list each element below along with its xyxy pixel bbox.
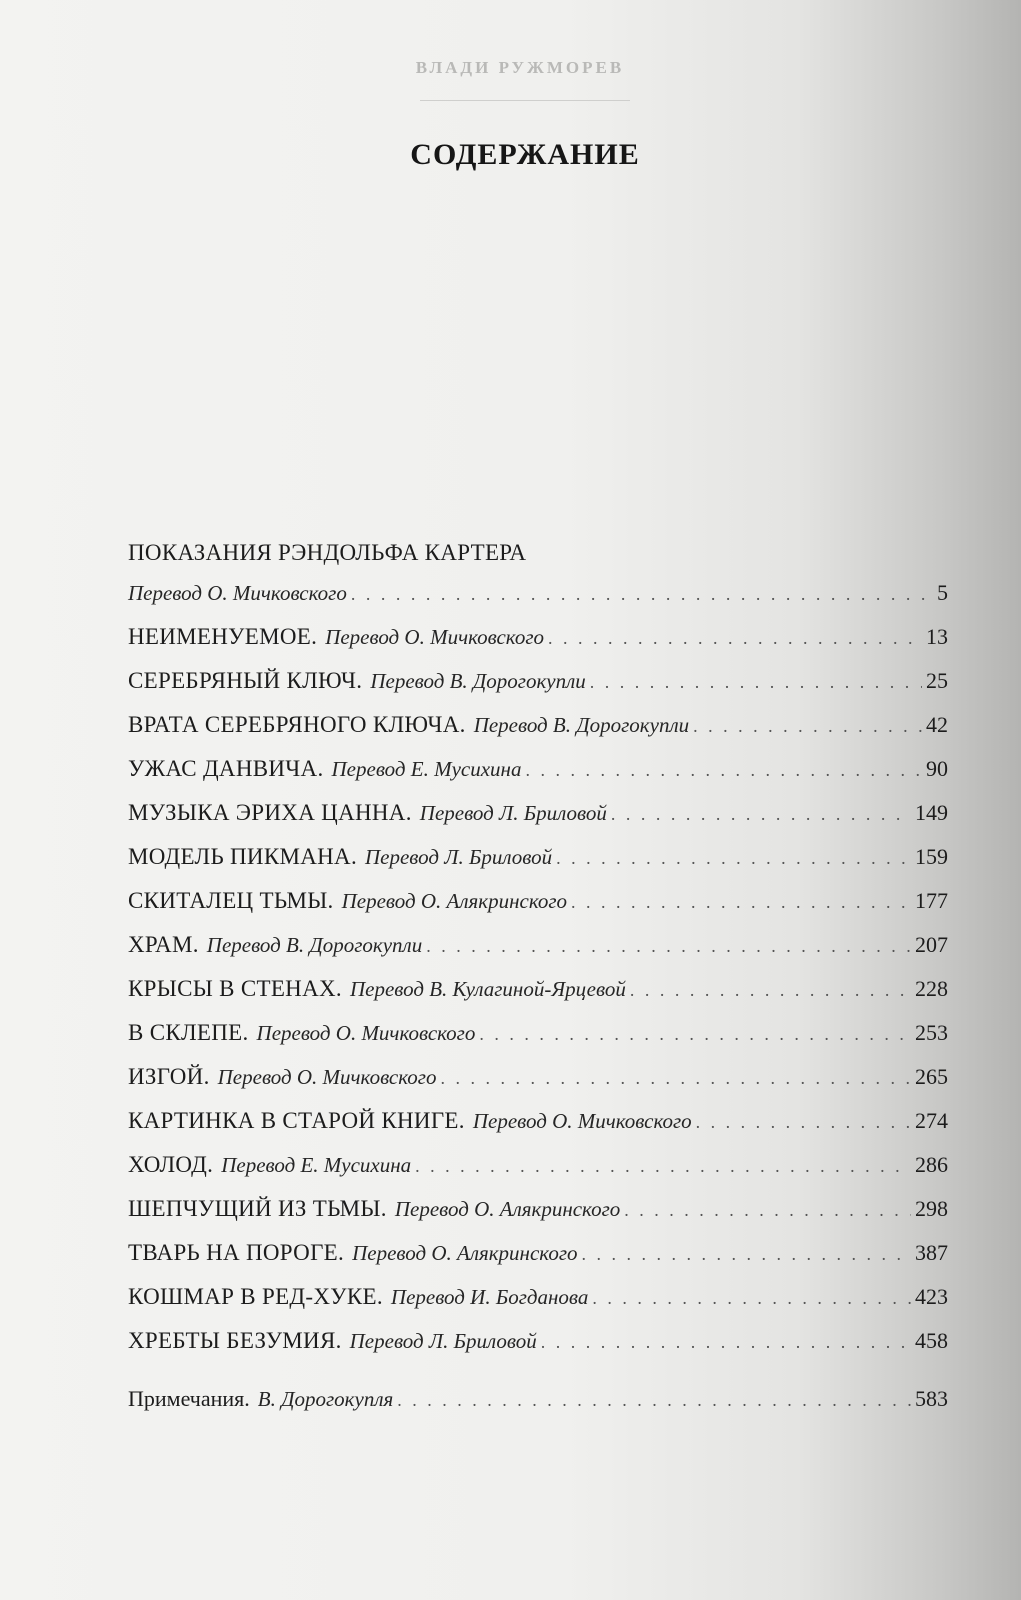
toc-entry (128, 747, 948, 791)
dot-leader (592, 1276, 911, 1320)
toc-entry (128, 1143, 948, 1187)
toc-entry-translator: В. Дорогокупля (257, 1387, 394, 1411)
toc-entry (128, 659, 948, 703)
toc-entry-title: ХОЛОД. (128, 1152, 214, 1177)
toc-entry-title: НЕИМЕНУЕМОЕ. (128, 624, 318, 649)
running-head: ВЛАДИ РУЖМОРЕВ (415, 58, 625, 77)
toc-entry-translator: Перевод О. Алякринского (394, 1197, 621, 1221)
toc-entry-page: 42 (926, 712, 948, 737)
toc-entry-title: СКИТАЛЕЦ ТЬМЫ. (128, 888, 334, 913)
toc-entry-page: 149 (915, 800, 948, 825)
toc-entry-translator: Перевод Е. Мусихина (221, 1153, 412, 1177)
toc-entry (128, 923, 948, 967)
toc-entry (128, 1011, 948, 1055)
toc-entry-translator: Перевод Л. Бриловой (365, 845, 553, 869)
toc-entry-title: МОДЕЛЬ ПИКМАНА. (128, 844, 357, 869)
toc-entry-page: 265 (915, 1064, 948, 1089)
toc-entry-translator: Перевод О. Алякринского (352, 1241, 578, 1265)
toc-entry-page: 5 (937, 580, 948, 605)
toc-entry-page: 228 (915, 976, 948, 1001)
toc-entry-title: СЕРЕБРЯНЫЙ КЛЮЧ. (128, 668, 363, 693)
toc-entry-title: ИЗГОЙ. (128, 1064, 210, 1089)
toc-entry-translator: Перевод Л. Бриловой (419, 801, 607, 825)
header-rule (420, 100, 630, 101)
toc-entry-page: 253 (915, 1020, 948, 1045)
dot-leader (624, 1188, 911, 1232)
dot-leader (556, 836, 911, 880)
toc-entry (128, 1099, 948, 1143)
dot-leader (548, 616, 922, 660)
toc-entry-page: 207 (915, 932, 948, 957)
toc-entry-notes (128, 1377, 948, 1421)
toc-entry-translator: Перевод В. Дорогокупли (206, 933, 423, 957)
toc-entry-title: КАРТИНКА В СТАРОЙ КНИГЕ. (128, 1108, 465, 1133)
toc-entry-page: 90 (926, 756, 948, 781)
toc-entry-title: ВРАТА СЕРЕБРЯНОГО КЛЮЧА. (128, 712, 466, 737)
toc-entry-title: МУЗЫКА ЭРИХА ЦАННА. (128, 800, 412, 825)
toc-entry-translator: Перевод В. Дорогокупли (473, 713, 690, 737)
dot-leader (541, 1320, 911, 1364)
toc-entry (128, 967, 948, 1011)
dot-leader (630, 968, 911, 1012)
toc-entry (128, 1319, 948, 1363)
dot-leader (397, 1378, 911, 1422)
toc-entry-title: ШЕПЧУЩИЙ ИЗ ТЬМЫ. (128, 1196, 387, 1221)
dot-leader (696, 1100, 911, 1144)
toc-entry-page: 13 (926, 624, 948, 649)
toc-entry-title: УЖАС ДАНВИЧА. (128, 756, 324, 781)
toc-entry (128, 835, 948, 879)
toc-entry (128, 791, 948, 835)
toc-entry-translator: Перевод О. Алякринского (341, 889, 568, 913)
dot-leader (571, 880, 911, 924)
toc-entry-title: ХРАМ. (128, 932, 199, 957)
toc-entry (128, 703, 948, 747)
toc-entry-translator: Перевод О. Мичковского (128, 581, 347, 605)
toc-entry-title: Примечания. (128, 1386, 250, 1411)
dot-leader (351, 572, 933, 616)
toc-entry (128, 1055, 948, 1099)
dot-leader (582, 1232, 911, 1276)
toc-entry-page: 177 (915, 888, 948, 913)
toc-entry (128, 1275, 948, 1319)
toc-entry-title: В СКЛЕПЕ. (128, 1020, 249, 1045)
page-title: СОДЕРЖАНИЕ (410, 138, 640, 171)
toc-entry-translator: Перевод О. Мичковского (325, 625, 545, 649)
toc-entry-translator: Перевод Е. Мусихина (331, 757, 522, 781)
toc-entry-title: ТВАРЬ НА ПОРОГЕ. (128, 1240, 345, 1265)
table-of-contents (128, 535, 948, 1421)
dot-leader (440, 1056, 911, 1100)
toc-entry-page: 25 (926, 668, 948, 693)
toc-entry-translator: Перевод В. Дорогокупли (370, 669, 586, 693)
toc-entry-title: КОШМАР В РЕД-ХУКЕ. (128, 1284, 383, 1309)
dot-leader (426, 924, 911, 968)
dot-leader (611, 792, 911, 836)
toc-entry-translator: Перевод О. Мичковского (217, 1065, 437, 1089)
dot-leader (693, 704, 922, 748)
dot-leader (590, 660, 922, 704)
dot-leader (525, 748, 922, 792)
toc-entry-page: 274 (915, 1108, 948, 1133)
toc-entry-translator: Перевод Л. Бриловой (349, 1329, 537, 1353)
dot-leader (479, 1012, 911, 1056)
toc-entry-translator: Перевод О. Мичковского (472, 1109, 692, 1133)
toc-entry-page: 286 (915, 1152, 948, 1177)
toc-entry-title: КРЫСЫ В СТЕНАХ. (128, 976, 342, 1001)
toc-entry (128, 1231, 948, 1275)
toc-entry-page: 387 (915, 1240, 948, 1265)
toc-entry (128, 615, 948, 659)
toc-entry (128, 535, 948, 615)
toc-entry-translator: Перевод И. Богданова (390, 1285, 589, 1309)
toc-entry (128, 879, 948, 923)
toc-entry-page: 458 (915, 1328, 948, 1353)
toc-entry-page: 583 (915, 1386, 948, 1411)
toc-entry-page: 159 (915, 844, 948, 869)
toc-entry-title: ХРЕБТЫ БЕЗУМИЯ. (128, 1328, 342, 1353)
toc-entry-translator: Перевод О. Мичковского (256, 1021, 476, 1045)
toc-entry-translator: Перевод В. Кулагиной-Ярцевой (349, 977, 626, 1001)
toc-entry (128, 1187, 948, 1231)
toc-entry-page: 423 (915, 1284, 948, 1309)
toc-entry-title: ПОКАЗАНИЯ РЭНДОЛЬФА КАРТЕРА (128, 540, 527, 565)
toc-entry-page: 298 (915, 1196, 948, 1221)
dot-leader (415, 1144, 911, 1188)
